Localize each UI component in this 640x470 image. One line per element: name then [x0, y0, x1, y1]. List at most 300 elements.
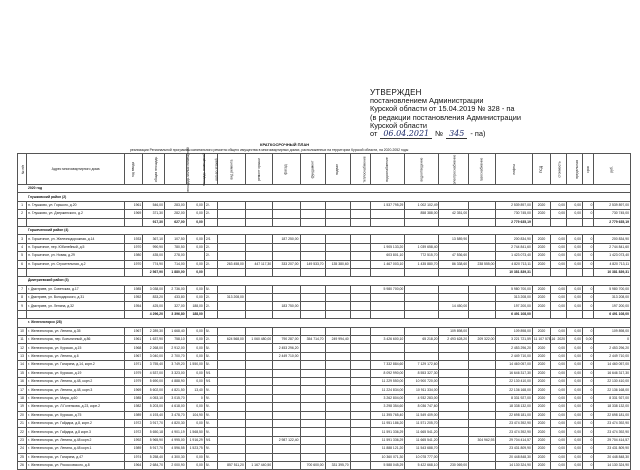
- table-cell: [273, 285, 300, 293]
- table-cell: 9/-: [204, 411, 218, 419]
- table-cell: г. Железногорск, ул. Курская, д.75: [27, 411, 125, 419]
- subtotal-row: [18, 268, 631, 276]
- table-cell: [405, 302, 439, 310]
- table-cell: [273, 394, 300, 402]
- table-cell: г. Железногорск, ул. Ленина, д.48, корп.3: [27, 386, 125, 394]
- table-cell: [325, 403, 350, 411]
- column-header: водоотведение: [405, 154, 439, 185]
- table-cell: 65 218,20: [405, 336, 439, 344]
- table-cell: [350, 218, 371, 226]
- table-cell: [325, 252, 350, 260]
- handwritten-number: 345: [446, 130, 467, 139]
- table-cell: 0,00: [567, 428, 583, 436]
- table-cell: [273, 411, 300, 419]
- approval-heading: УТВЕРЖДЕН: [370, 88, 422, 97]
- table-cell: [350, 445, 371, 453]
- table-cell: [350, 268, 371, 276]
- column-header: Адрес многоквартирного дома: [27, 154, 125, 185]
- table-cell: 0,00: [186, 327, 204, 335]
- table-cell: [300, 403, 325, 411]
- table-cell: 4: [18, 243, 27, 251]
- table-cell: [273, 377, 300, 385]
- table-cell: 0,00: [186, 419, 204, 427]
- table-cell: 0,00: [551, 445, 567, 453]
- table-cell: [532, 310, 550, 318]
- table-cell: 2 449 710,00: [496, 352, 532, 360]
- table-cell: [405, 310, 439, 318]
- table-cell: 5 965,90: [143, 436, 165, 444]
- table-cell: 425,00: [143, 302, 165, 310]
- table-row: [18, 243, 631, 251]
- table-cell: 3 755,40: [143, 361, 165, 369]
- table-cell: 1989: [125, 445, 143, 453]
- handwritten-date: 06.04.2021: [380, 130, 432, 139]
- table-cell: [439, 445, 469, 453]
- table-cell: [469, 344, 496, 352]
- table-cell: 9/-: [204, 445, 218, 453]
- table-cell: 9/-: [204, 428, 218, 436]
- table-row: [18, 352, 631, 360]
- table-cell: 0,00: [551, 243, 567, 251]
- table-cell: [350, 235, 371, 243]
- table-cell: [350, 210, 371, 218]
- table-cell: [551, 218, 567, 226]
- table-cell: 0,00: [567, 377, 583, 385]
- table-cell: [350, 428, 371, 436]
- table-cell: [405, 218, 439, 226]
- table-cell: [405, 327, 439, 335]
- table-cell: 2020: [532, 369, 550, 377]
- table-cell: 5/-: [204, 285, 218, 293]
- column-header: фундамент: [300, 154, 325, 185]
- table-cell: [245, 411, 272, 419]
- table-cell: г. Дмитриев, ул. Советская, д.17: [27, 285, 125, 293]
- table-cell: 2 987 122,40: [273, 436, 300, 444]
- table-cell: 109 898,00: [439, 327, 469, 335]
- table-row: [18, 411, 631, 419]
- table-cell: 9/-: [204, 419, 218, 427]
- table-cell: [245, 235, 272, 243]
- table-body: [18, 185, 631, 470]
- table-cell: [350, 260, 371, 268]
- table-cell: [300, 243, 325, 251]
- table-cell: 0,00: [551, 411, 567, 419]
- table-cell: 5/-: [204, 361, 218, 369]
- table-cell: 14 460 057,00: [594, 361, 631, 369]
- table-cell: [439, 243, 469, 251]
- table-cell: [300, 428, 325, 436]
- table-cell: 1 568,50: [186, 428, 204, 436]
- table-cell: 9/-: [204, 453, 218, 461]
- table-row: [18, 453, 631, 461]
- table-cell: 0,00: [551, 352, 567, 360]
- table-cell: 2020: [532, 235, 550, 243]
- table-cell: 0,00: [551, 327, 567, 335]
- table-cell: 26: [18, 461, 27, 469]
- table-cell: 0,00: [551, 369, 567, 377]
- table-cell: 2020: [551, 336, 567, 344]
- table-cell: [273, 369, 300, 377]
- table-cell: 3 749,20: [164, 361, 186, 369]
- table-cell: [218, 327, 245, 335]
- table-cell: 2020: [532, 445, 550, 453]
- table-cell: 109 898,00: [496, 327, 532, 335]
- table-cell: 0: [582, 260, 593, 268]
- table-cell: 0,00: [186, 369, 204, 377]
- table-cell: 0,00: [551, 453, 567, 461]
- table-cell: [125, 218, 143, 226]
- table-cell: [300, 361, 325, 369]
- table-cell: 3 396,80: [164, 310, 186, 318]
- table-cell: [350, 327, 371, 335]
- table-cell: 0,00: [567, 210, 583, 218]
- table-cell: [439, 419, 469, 427]
- table-cell: г. Железногорск, ул. Курская, д.15: [27, 344, 125, 352]
- table-cell: п. Горшечное, ул. Новая, д.29: [27, 252, 125, 260]
- table-cell: [273, 386, 300, 394]
- table-cell: 18: [18, 394, 27, 402]
- table-cell: 8 331 927,00: [496, 394, 532, 402]
- table-cell: [245, 352, 272, 360]
- table-cell: [218, 453, 245, 461]
- table-cell: [350, 377, 371, 385]
- table-cell: [532, 268, 550, 276]
- table-cell: 0: [582, 210, 593, 218]
- table-cell: 2 684,70: [143, 461, 165, 469]
- table-cell: 11 665 541,20: [405, 436, 439, 444]
- table-cell: 4 821,50: [164, 386, 186, 394]
- approval-line-3: (в редакции постановления Администрации: [370, 112, 522, 122]
- table-cell: 8: [18, 294, 27, 302]
- table-row: [18, 428, 631, 436]
- table-cell: 435,00: [143, 252, 165, 260]
- table-cell: 5/-: [204, 344, 218, 352]
- table-cell: [125, 268, 143, 276]
- table-cell: 0,00: [567, 386, 583, 394]
- table-cell: [273, 201, 300, 209]
- table-cell: 7: [18, 285, 27, 293]
- table-cell: 0,00: [567, 285, 583, 293]
- table-cell: 188,00: [186, 310, 204, 318]
- table-cell: [218, 369, 245, 377]
- table-cell: 16: [18, 377, 27, 385]
- table-cell: 135 380,60: [325, 260, 350, 268]
- table-cell: 2 453 296,20: [594, 344, 631, 352]
- table-cell: 0,00: [551, 201, 567, 209]
- table-cell: 4 193,40: [143, 411, 165, 419]
- table-cell: [350, 386, 371, 394]
- table-cell: [469, 235, 496, 243]
- table-cell: [371, 344, 405, 352]
- approval-line-1: постановлением Администрации: [370, 96, 484, 106]
- table-cell: [245, 302, 272, 310]
- table-cell: 1 537 795,29: [371, 201, 405, 209]
- table-cell: 47 536,60: [439, 252, 469, 260]
- table-cell: 313 208,00: [594, 294, 631, 302]
- table-cell: [371, 310, 405, 318]
- table-cell: [350, 361, 371, 369]
- table-cell: [439, 394, 469, 402]
- table-cell: 0,00: [186, 218, 204, 226]
- table-cell: 0,00: [551, 419, 567, 427]
- table-cell: 4 296,20: [143, 310, 165, 318]
- approval-date-line: [370, 130, 630, 139]
- table-cell: г. Железногорск, ул. Курская, д.19: [27, 369, 125, 377]
- table-cell: 283,00: [164, 201, 186, 209]
- table-cell: 8 092 990,00: [371, 369, 405, 377]
- table-cell: 1968: [125, 344, 143, 352]
- table-cell: [350, 419, 371, 427]
- table-cell: 4 901,19: [164, 428, 186, 436]
- table-cell: 5 422 668,10: [405, 461, 439, 469]
- table-cell: 4 995,00: [164, 436, 186, 444]
- table-cell: 1933: [125, 235, 143, 243]
- table-cell: 187 250,00: [273, 235, 300, 243]
- table-cell: [371, 235, 405, 243]
- table-cell: [125, 310, 143, 318]
- table-cell: [371, 294, 405, 302]
- table-cell: 327,00: [164, 302, 186, 310]
- table-cell: [300, 268, 325, 276]
- table-cell: [325, 294, 350, 302]
- table-cell: [582, 310, 593, 318]
- table-cell: 22 136 168,00: [496, 386, 532, 394]
- table-cell: [469, 361, 496, 369]
- table-cell: 3 221 721,59: [496, 336, 532, 344]
- table-cell: 313 208,00: [496, 294, 532, 302]
- table-cell: 0,00: [567, 260, 583, 268]
- table-cell: 11 395 765,40: [371, 411, 405, 419]
- table-cell: 0: [582, 252, 593, 260]
- table-cell: [218, 411, 245, 419]
- table-cell: 0,00: [567, 436, 583, 444]
- table-cell: [439, 369, 469, 377]
- table-cell: г. Железногорск, ул. Ленина, д.6: [27, 352, 125, 360]
- table-cell: 0: [582, 403, 593, 411]
- table-cell: 2020: [532, 294, 550, 302]
- table-cell: 0: [186, 394, 204, 402]
- table-cell: 0,00: [582, 336, 593, 344]
- table-cell: 0,00: [567, 445, 583, 453]
- table-cell: [469, 252, 496, 260]
- table-cell: 14 130 324,90: [496, 461, 532, 469]
- table-cell: 22 698 181,00: [496, 411, 532, 419]
- table-cell: 1 435 880,70: [405, 260, 439, 268]
- table-cell: 0: [582, 352, 593, 360]
- table-cell: 371,30: [143, 210, 165, 218]
- table-cell: 0: [582, 428, 593, 436]
- table-cell: 0,00: [551, 344, 567, 352]
- table-cell: 0,00: [186, 201, 204, 209]
- table-cell: [300, 369, 325, 377]
- table-cell: [273, 210, 300, 218]
- table-cell: 3 917,70: [143, 419, 165, 427]
- table-cell: 16 646 317,30: [594, 369, 631, 377]
- table-cell: [218, 218, 245, 226]
- table-cell: 1980: [125, 252, 143, 260]
- table-cell: 331 395,70: [325, 461, 350, 469]
- table-cell: [469, 210, 496, 218]
- table-cell: 0,00: [186, 403, 204, 411]
- table-cell: 1 039 658,40: [405, 243, 439, 251]
- column-header: площадь жилых помещений: [164, 154, 186, 185]
- table-cell: 0,00: [551, 386, 567, 394]
- section-heading-row: [18, 319, 631, 327]
- table-cell: 0,00: [551, 252, 567, 260]
- table-cell: [300, 394, 325, 402]
- table-cell: [469, 243, 496, 251]
- table-cell: [245, 210, 272, 218]
- table-cell: [245, 344, 272, 352]
- table-cell: 7 129 172,60: [405, 361, 439, 369]
- table-row: [18, 403, 631, 411]
- table-cell: 278,00: [164, 252, 186, 260]
- table-cell: 3 478,70: [164, 411, 186, 419]
- table-cell: 5 602,00: [143, 386, 165, 394]
- table-cell: 2020: [532, 377, 550, 385]
- table-cell: [245, 252, 272, 260]
- table-cell: 0,00: [186, 377, 204, 385]
- table-cell: [300, 294, 325, 302]
- table-cell: [300, 453, 325, 461]
- table-cell: 197 200,00: [594, 302, 631, 310]
- table-cell: 0,00: [567, 294, 583, 302]
- table-cell: 2 744 841,60: [594, 243, 631, 251]
- table-cell: [371, 352, 405, 360]
- table-cell: 5 690,00: [143, 377, 165, 385]
- table-cell: [439, 344, 469, 352]
- table-cell: 0,00: [551, 210, 567, 218]
- table-cell: 2/-: [204, 243, 218, 251]
- table-cell: 2020: [532, 403, 550, 411]
- table-cell: 11 543 688,70: [405, 445, 439, 453]
- table-cell: 1 060 480,00: [245, 336, 272, 344]
- table-row: [18, 394, 631, 402]
- table-cell: 10: [18, 327, 27, 335]
- table-row: [18, 285, 631, 293]
- column-header: водоснабжение: [371, 154, 405, 185]
- table-cell: [300, 352, 325, 360]
- table-row: [18, 445, 631, 453]
- table-cell: 4 596,55: [164, 445, 186, 453]
- table-cell: [218, 285, 245, 293]
- table-row: [18, 419, 631, 427]
- table-cell: 2 453 296,20: [496, 344, 532, 352]
- table-cell: 0,00: [186, 210, 204, 218]
- table-cell: [325, 201, 350, 209]
- table-cell: 11 665 541,20: [405, 428, 439, 436]
- table-row: [18, 201, 631, 209]
- table-cell: [300, 445, 325, 453]
- table-cell: [469, 377, 496, 385]
- table-cell: [300, 218, 325, 226]
- table-cell: 1982: [125, 403, 143, 411]
- table-cell: 2 539 897,00: [594, 201, 631, 209]
- table-cell: [469, 285, 496, 293]
- column-header: лифты: [496, 154, 532, 185]
- table-cell: 1971: [125, 361, 143, 369]
- table-row: [18, 327, 631, 335]
- approval-line-2: Курской области от 15.04.2019 № 328 - па: [370, 104, 515, 114]
- table-cell: 1969: [125, 386, 143, 394]
- table-cell: 11 224 834,00: [371, 386, 405, 394]
- table-cell: 5 917,70: [143, 445, 165, 453]
- table-cell: 22: [18, 428, 27, 436]
- table-cell: [218, 344, 245, 352]
- column-header: общая площадь: [143, 154, 165, 185]
- column-header: фасад: [273, 154, 300, 185]
- table-cell: 2/-: [204, 201, 218, 209]
- table-cell: 13,40: [186, 386, 204, 394]
- table-cell: [371, 210, 405, 218]
- table-cell: [273, 310, 300, 318]
- table-cell: 0: [582, 461, 593, 469]
- table-cell: [582, 218, 593, 226]
- table-cell: [218, 252, 245, 260]
- table-row: [18, 235, 631, 243]
- table-cell: 0,00: [551, 260, 567, 268]
- table-cell: 730 745,00: [496, 210, 532, 218]
- table-cell: [325, 369, 350, 377]
- table-cell: 2020: [532, 394, 550, 402]
- table-cell: [469, 302, 496, 310]
- table-cell: [245, 394, 272, 402]
- table-cell: 149 533,70: [300, 260, 325, 268]
- table-cell: [325, 411, 350, 419]
- table-cell: 1970: [125, 260, 143, 268]
- table-cell: 188,00: [186, 302, 204, 310]
- table-cell: [439, 285, 469, 293]
- table-cell: 0: [582, 302, 593, 310]
- table-cell: [325, 428, 350, 436]
- table-cell: [186, 252, 204, 260]
- table-cell: 8 331 927,00: [594, 394, 631, 402]
- table-cell: 990,90: [143, 243, 165, 251]
- table-cell: 0,00: [186, 260, 204, 268]
- table-cell: 774,90: [143, 260, 165, 268]
- table-cell: [439, 403, 469, 411]
- table-cell: [469, 369, 496, 377]
- table-cell: 0: [582, 436, 593, 444]
- table-cell: [469, 445, 496, 453]
- table-cell: [469, 453, 496, 461]
- table-cell: [469, 428, 496, 436]
- table-cell: 0: [582, 344, 593, 352]
- table-cell: [350, 369, 371, 377]
- table-cell: 2020: [532, 361, 550, 369]
- table-cell: [350, 344, 371, 352]
- table-cell: 2020: [532, 461, 550, 469]
- table-cell: 5 650,18: [143, 428, 165, 436]
- table-cell: [245, 403, 272, 411]
- table-cell: 0: [582, 445, 593, 453]
- table-cell: 9/1: [204, 369, 218, 377]
- table-cell: 857 511,20: [218, 461, 245, 469]
- table-cell: 109 898,00: [594, 327, 631, 335]
- table-cell: 1967: [125, 327, 143, 335]
- table-cell: 2020: [532, 285, 550, 293]
- table-cell: [245, 285, 272, 293]
- table-cell: [350, 436, 371, 444]
- table-cell: 2/-: [204, 260, 218, 268]
- table-cell: 1964: [125, 461, 143, 469]
- table-cell: [350, 201, 371, 209]
- table-cell: 0,00: [567, 344, 583, 352]
- table-cell: [218, 386, 245, 394]
- table-cell: 1954: [125, 302, 143, 310]
- table-cell: 5/-: [204, 352, 218, 360]
- table-cell: 433,80: [164, 294, 186, 302]
